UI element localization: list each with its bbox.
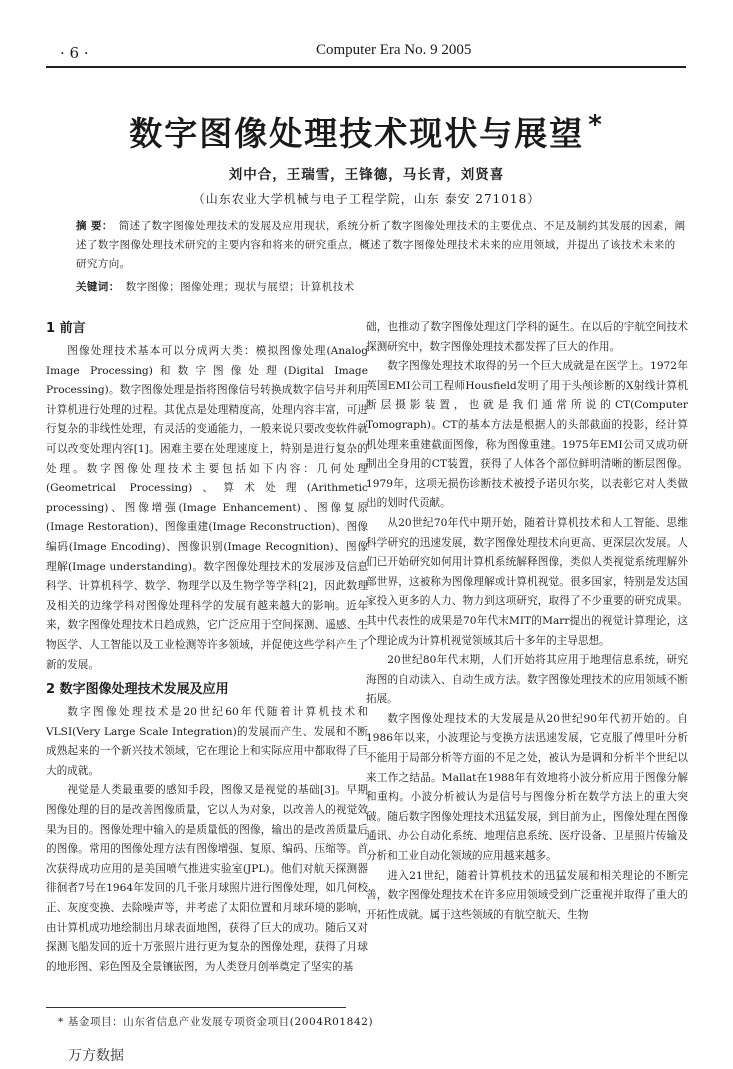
abstract-text: 简述了数字图像处理技术的发展及应用现状，系统分析了数字图像处理技术的主要优点、不足及制约其发展的因素，阐述了数字图像处理技术研究的主要内容和将来的研究重点，概述了数字图像处理技术未来的应用领域，并提出了该技术未来的研究方向。 [76, 220, 686, 270]
right-column [366, 318, 688, 925]
keywords [76, 278, 686, 297]
affiliation: （山东农业大学机械与电子工程学院，山东 泰安 271018） [192, 192, 541, 206]
paper-title [0, 108, 733, 155]
paragraph: 20世纪80年代末期，人们开始将其应用于地理信息系统，研究海图的自动读入、自动生成方法。数字图像处理技术的应用领域不断拓展。 [366, 654, 688, 706]
paragraph: 图像处理技术基本可以分成两大类：模拟图像处理(Analog Image Processing)和数字图像处理(Digital Image Processing)。数字图像处理是指将图像信号转换成数字信号并利用计算机进行处理的过程。其优点是处理精度高，处理内容丰富，可进行复杂的非线性处理，有灵活的变通能力，一般来说只要改变软件就可以改变处理内容[1]。困难主要在处理速度上，特别是进行复杂的处理。数字图像处理技术主要包括如下内容：几何处理(Geometrical Processing)、算术处理(Arithmetic processing)、图像增强(Image Enhancement)、图像复原(Image Restoration)、图像重建(Image Reconstruction)、图像编码(Image Encoding)、图像识别(Image Recognition)、图像理解(Image understanding)。数字图像处理技术的发展涉及信息科学、计算机科学、数学、物理学以及生物学等学科[2]，因此数理及相关的边缘学科对图像处理科学的发展有越来越大的影响。近年来，数字图像处理技术日趋成熟，它广泛应用于空间探测、遥感、生物医学、人工智能以及工业检测等许多领域，并促使这些学科产生了新的发展。 [46, 345, 368, 671]
header-rule [46, 66, 686, 68]
paragraph: 数字图像处理技术是20世纪60年代随着计算机技术和VLSI(Very Large Scale Integration)的发展而产生、发展和不断成熟起来的一个新兴技术领域，它在理论上和实际应用中都取得了巨大的成就。 [46, 706, 368, 777]
keywords-label: 关键词： [76, 281, 120, 293]
author-list: 刘中合，王瑞雪，王锋德，马长青，刘贤喜 [228, 167, 505, 183]
page-number: · 6 · [60, 44, 89, 62]
paper-title-text: 数字图像处理技术现状与展望 [129, 114, 585, 153]
abstract-label: 摘 要： [76, 220, 113, 232]
watermark: 万方数据 [68, 1048, 124, 1064]
paragraph: 从20世纪70年代中期开始，随着计算机技术和人工智能、思维科学研究的迅速发展，数字图像处理技术向更高、更深层次发展。人们已开始研究如何用计算机系统解释图像，类似人类视觉系统理解外部世界，这被称为图像理解或计算机视觉。很多国家，特别是发达国家投入更多的人力、物力到这项研究，取得了不少重要的研究成果。其中代表性的成果是70年代末MIT的Marr提出的视觉计算理论，这个理论成为计算机视觉领域其后十多年的主导思想。 [366, 516, 688, 647]
paragraph: 进入21世纪，随着计算机技术的迅猛发展和相关理论的不断完善，数字图像处理技术在许多应用领域受到广泛重视并取得了重大的开拓性成就。属于这些领域的有航空航天、生物 [366, 869, 688, 921]
abstract [76, 217, 686, 274]
section-heading-development: 2 数字图像处理技术发展及应用 [46, 682, 229, 698]
keywords-text: 数字图像；图像处理；现状与展望；计算机技术 [125, 281, 355, 293]
paragraph: 数字图像处理技术的大发展是从20世纪90年代初开始的。自1986年以来，小波理论与变换方法迅速发展，它克服了傅里叶分析不能用于局部分析等方面的不足之处，被认为是调和分析半个世纪以来工作之结晶。Mallat在1988年有效地将小波分析应用于图像分解和重构。小波分析被认为是信号与图像分析在数学方法上的重大突破。随后数字图像处理技术迅猛发展，到目前为止，图像处理在图像通讯、办公自动化系统、地理信息系统、医疗设备、卫星照片传输及分析和工业自动化领域的应用越来越多。 [366, 712, 688, 863]
paragraph: 数字图像处理技术取得的另一个巨大成就是在医学上。1972年英国EMI公司工程师Housfield发明了用于头颅诊断的X射线计算机断层摄影装置，也就是我们通常所说的CT(Computer Tomograph)。CT的基本方法是根据人的头部截面的投影，经计算机处理来重建截面图像，称为图像重建。1975年EMI公司又成功研制出全身用的CT装置，获得了人体各个部位鲜明清晰的断层图像。1979年，这项无损伤诊断技术被授予诺贝尔奖，以表彰它对人类做出的划时代贡献。 [366, 360, 688, 510]
footnote-rule [46, 1007, 346, 1008]
section-heading-intro: 1 前言 [46, 321, 86, 336]
running-header [56, 40, 686, 62]
paragraph: 视觉是人类最重要的感知手段，图像又是视觉的基础[3]。早期图像处理的目的是改善图像质量，它以人为对象，以改善人的视觉效果为目的。图像处理中输入的是质量低的图像，输出的是改善质量后的图像。常用的图像处理方法有图像增强、复原、编码、压缩等。首次获得成功应用的是美国喷气推进实验室(JPL)。他们对航天探测器徘徊者7号在1964年发回的几千张月球照片进行图像处理，如几何校正、灰度变换、去除噪声等，并考虑了太阳位置和月球环境的影响，由计算机成功地绘制出月球表面地图，获得了巨大的成功。随后又对探测飞船发回的近十万张照片进行更为复杂的图像处理，获得了月球的地形图、彩色图及全景镶嵌图，为人类登月创举奠定了坚实的基 [46, 784, 368, 973]
paragraph: 础，也推动了数字图像处理这门学科的诞生。在以后的宇航空间技术探测研究中，数字图像处理技术都发挥了巨大的作用。 [366, 321, 688, 353]
journal-info: Computer Era No. 9 2005 [316, 42, 472, 58]
title-footnote-mark: * [588, 110, 604, 140]
footnote: * 基金项目：山东省信息产业发展专项资金项目(2004R01842) [58, 1016, 374, 1028]
left-column [46, 318, 368, 977]
